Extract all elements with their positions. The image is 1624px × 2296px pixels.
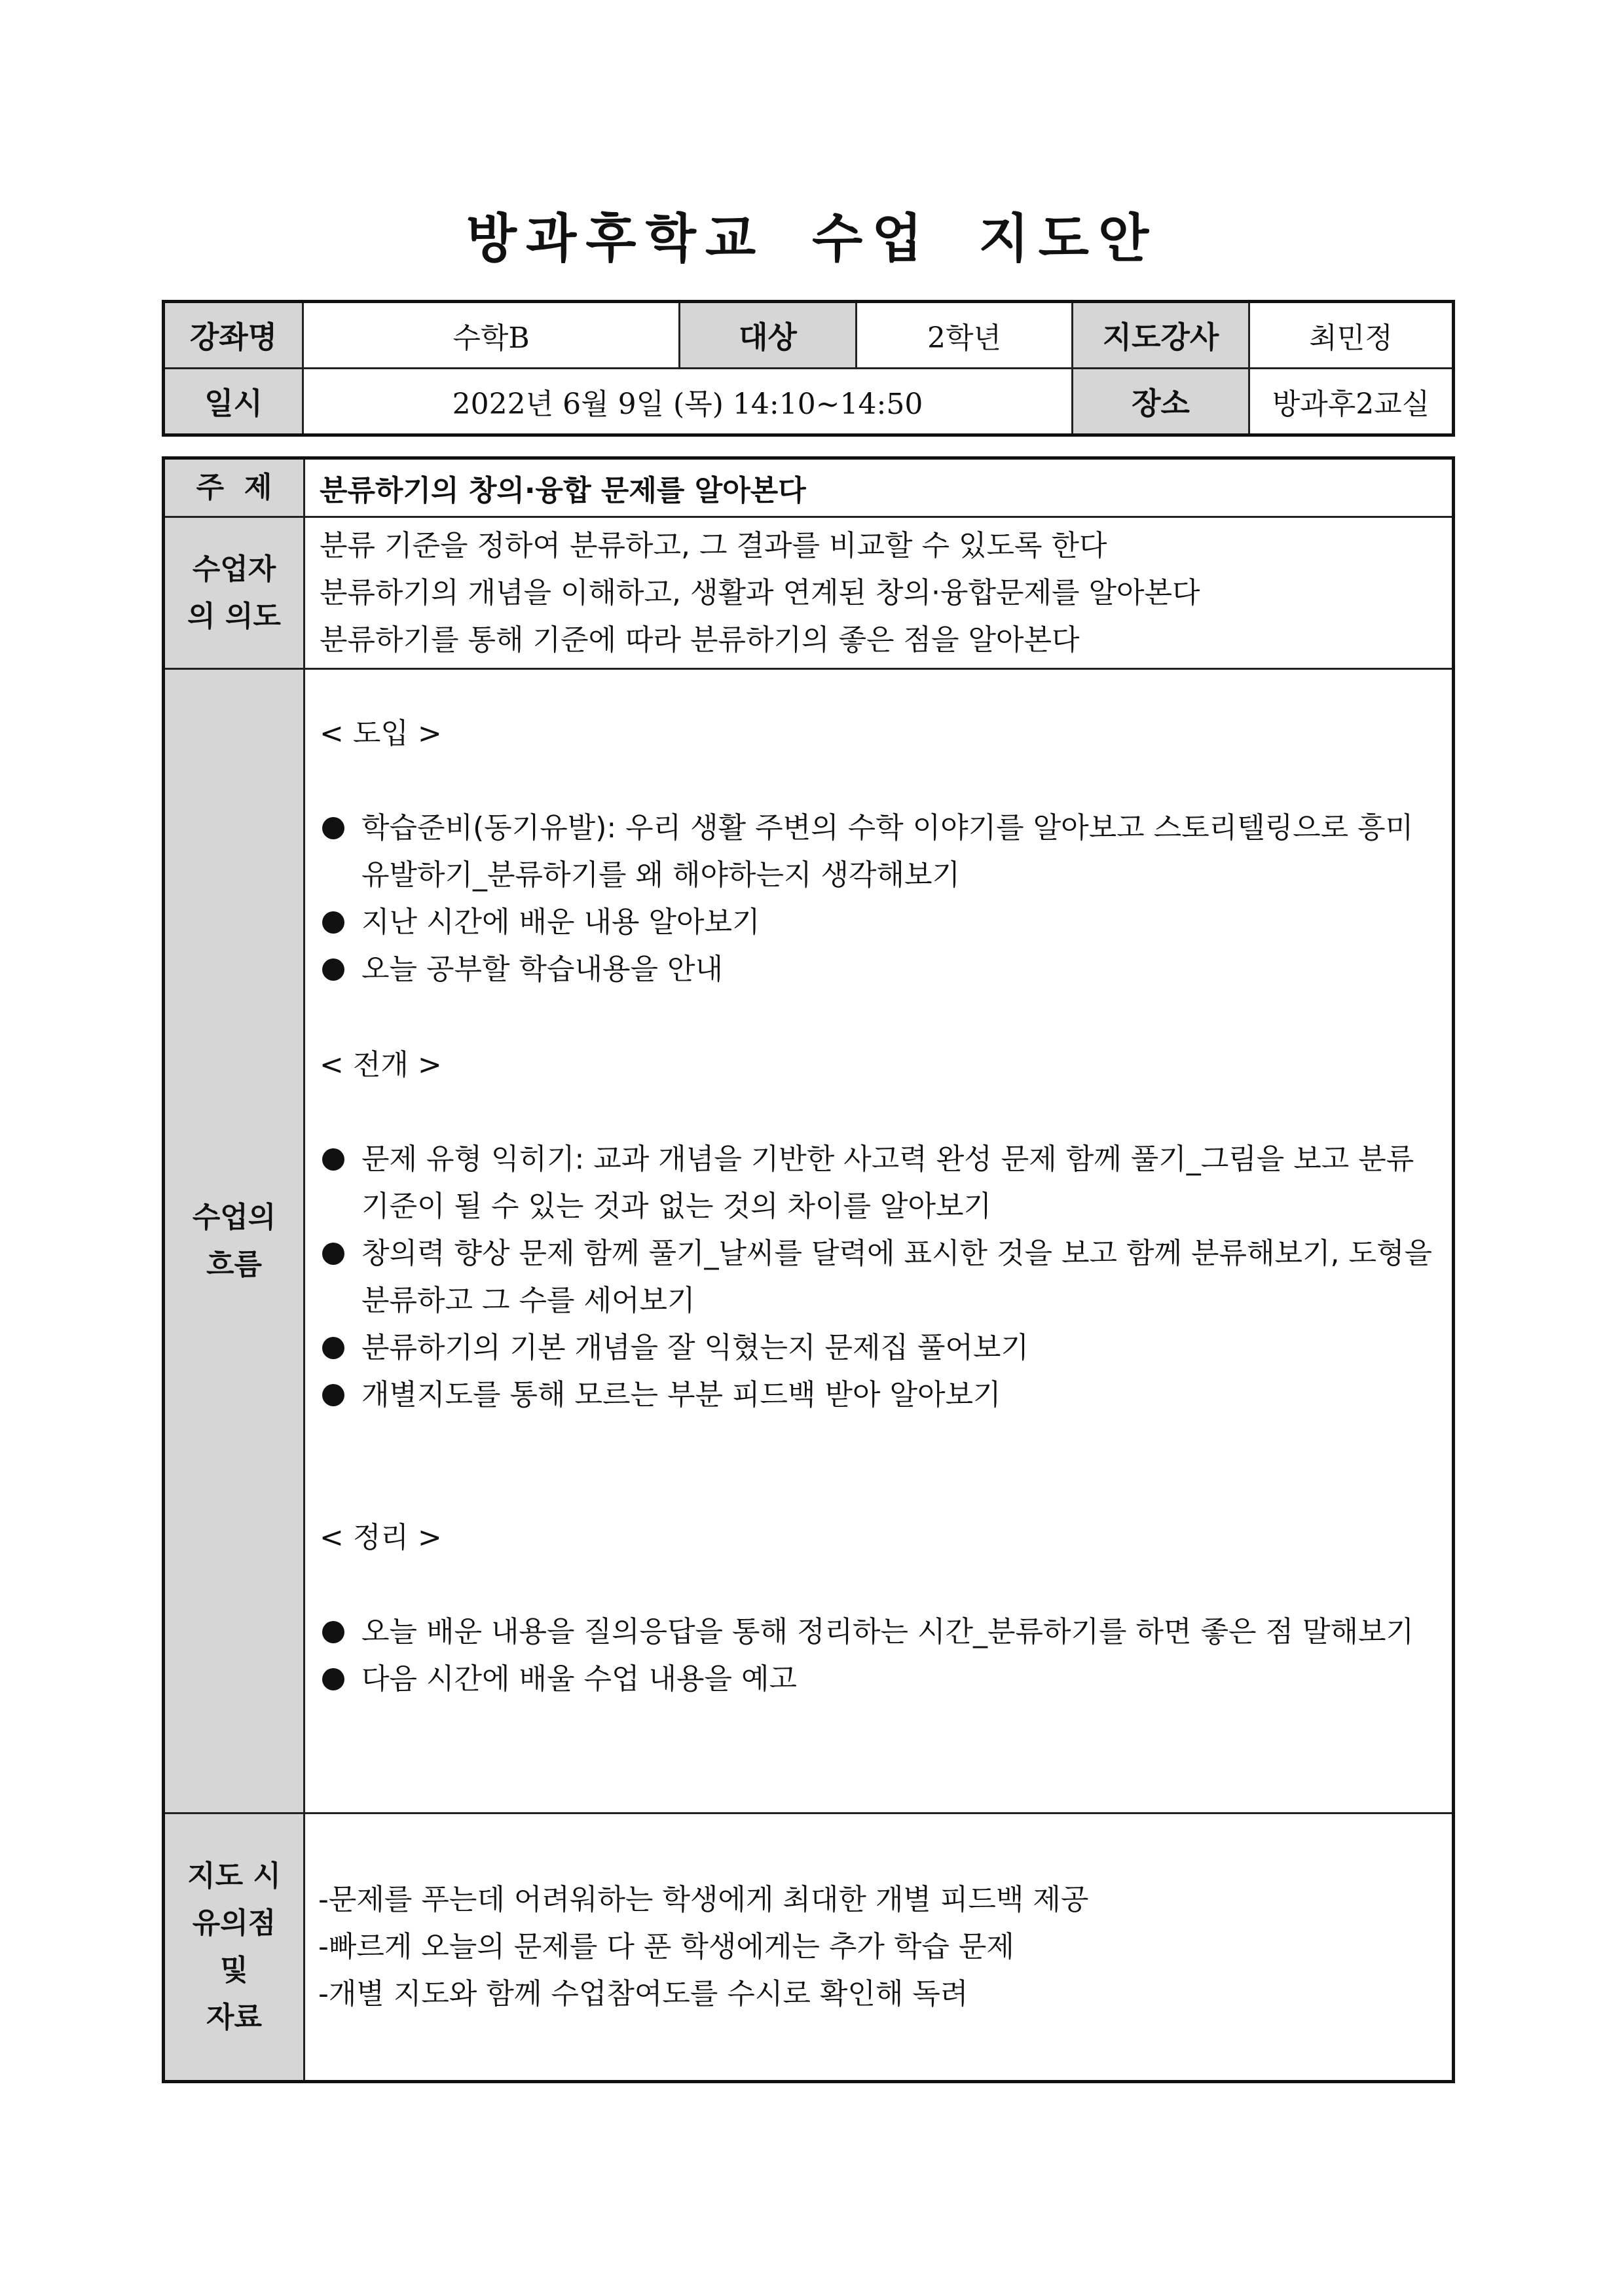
notes-label-line: 유의점 <box>192 1906 276 1940</box>
bullet-icon <box>322 911 344 934</box>
target-label: 대상 <box>680 302 857 369</box>
place-label: 장소 <box>1073 369 1249 435</box>
flow-content <box>304 669 1454 1813</box>
list-item: 다음 시간에 배울 수업 내용을 예고 <box>320 1656 1439 1703</box>
intent-label-line: 의 의도 <box>187 599 281 633</box>
list-item: 분류하기의 기본 개념을 잘 익혔는지 문제집 풀어보기 <box>320 1324 1439 1372</box>
bullet-icon <box>322 817 344 839</box>
bullet-icon <box>322 1621 344 1643</box>
info-table <box>162 300 1455 437</box>
notes-label-line: 자료 <box>206 2001 262 2034</box>
list-item: 창의력 향상 문제 함께 풀기_날씨를 달력에 표시한 것을 보고 함께 분류해보기, 도형을 분류하고 그 수를 세어보기 <box>320 1230 1439 1324</box>
intent-line: 분류하기를 통해 기준에 따라 분류하기의 좋은 점을 알아본다 <box>320 623 1080 657</box>
note-line: -개별 지도와 함께 수업참여도를 수시로 확인해 독려 <box>318 1977 969 2011</box>
bullet-icon <box>322 1148 344 1171</box>
bullet-icon <box>322 1337 344 1359</box>
course-label: 강좌명 <box>164 302 303 369</box>
intent-line: 분류하기의 개념을 이해하고, 생활과 연계된 창의·융합문제를 알아본다 <box>320 575 1200 610</box>
intent-label-line: 수업자 <box>192 552 276 586</box>
topic-label: 주 제 <box>164 458 304 517</box>
list-item: 오늘 배운 내용을 질의응답을 통해 정리하는 시간_분류하기를 하면 좋은 점 말해보기 <box>320 1609 1439 1656</box>
note-line: -빠르게 오늘의 문제를 다 푼 학생에게는 추가 학습 문제 <box>318 1930 1014 1963</box>
place-value: 방과후2교실 <box>1249 369 1454 435</box>
teacher-label: 지도강사 <box>1073 302 1249 369</box>
bullet-icon <box>322 958 344 981</box>
notes-label <box>164 1813 304 2082</box>
date-label: 일시 <box>164 369 303 435</box>
flow-label-line: 수업의 <box>192 1200 276 1234</box>
list-item: 학습준비(동기유발): 우리 생활 주변의 수학 이야기를 알아보고 스토리텔링으로 흥미 유발하기_분류하기를 왜 해야하는지 생각해보기 <box>320 805 1439 899</box>
flow-label <box>164 669 304 1813</box>
notes-label-line: 지도 시 <box>187 1859 281 1893</box>
list-item: 오늘 공부할 학습내용을 안내 <box>320 946 1439 993</box>
course-value: 수학B <box>303 302 680 369</box>
bullet-icon <box>322 1668 344 1690</box>
bullet-icon <box>322 1384 344 1406</box>
intent-content <box>304 517 1454 669</box>
list-item: 문제 유형 익히기: 교과 개념을 기반한 사고력 완성 문제 함께 풀기_그림을 보고 분류기준이 될 수 있는 것과 없는 것의 차이를 알아보기 <box>320 1136 1439 1230</box>
intent-line: 분류 기준을 정하여 분류하고, 그 결과를 비교할 수 있도록 한다 <box>320 528 1107 562</box>
page-title: 방과후학교 수업 지도안 <box>466 208 1158 269</box>
date-value: 2022년 6월 9일 (목) 14:10~14:50 <box>303 369 1073 435</box>
bullet-icon <box>322 1243 344 1265</box>
notes-content <box>304 1813 1454 2082</box>
note-line: -문제를 푸는데 어려워하는 학생에게 최대한 개별 피드백 제공 <box>318 1883 1089 1916</box>
dev-heading: < 전개 > <box>320 1048 442 1082</box>
list-item: 개별지도를 통해 모르는 부분 피드백 받아 알아보기 <box>320 1372 1439 1419</box>
notes-label-line: 및 <box>220 1954 248 1987</box>
list-item: 지난 시간에 배운 내용 알아보기 <box>320 899 1439 946</box>
topic-value: 분류하기의 창의·융합 문제를 알아본다 <box>304 458 1454 517</box>
flow-label-line: 흐름 <box>206 1247 262 1281</box>
plan-table <box>162 456 1455 2083</box>
wrap-heading: < 정리 > <box>320 1521 442 1554</box>
target-value: 2학년 <box>857 302 1073 369</box>
teacher-value: 최민정 <box>1249 302 1454 369</box>
intro-heading: < 도입 > <box>320 717 442 750</box>
intent-label <box>164 517 304 669</box>
